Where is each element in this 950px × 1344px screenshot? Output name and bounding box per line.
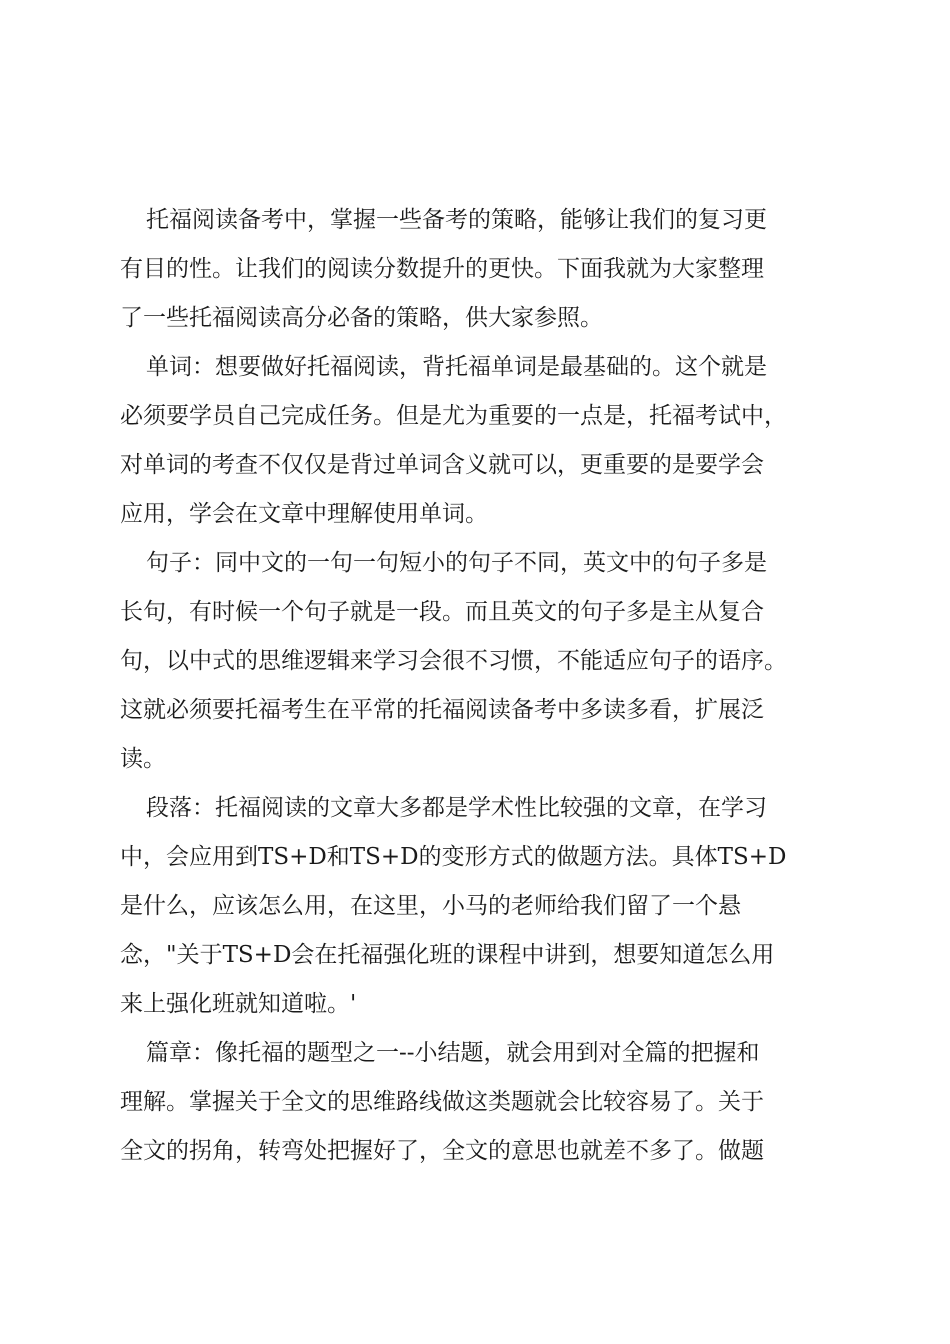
text-line: 这就必须要托福考生在平常的托福阅读备考中多读多看，扩展泛 <box>120 697 764 723</box>
text-line: 对单词的考查不仅仅是背过单词含义就可以，更重要的是要学会 <box>120 452 764 478</box>
document-body <box>120 196 840 1176</box>
paragraph-intro <box>120 196 840 343</box>
text-line: 应用，学会在文章中理解使用单词。 <box>120 501 488 527</box>
text-line: 来上强化班就知道啦。' <box>120 991 357 1017</box>
text-line: 段落：托福阅读的文章大多都是学术性比较强的文章，在学习 <box>146 795 767 821</box>
text-line: 理解。掌握关于全文的思维路线做这类题就会比较容易了。关于 <box>120 1089 764 1115</box>
text-line: 句，以中式的思维逻辑来学习会很不习惯，不能适应句子的语序。 <box>120 648 787 674</box>
paragraph-chapters <box>120 1029 840 1176</box>
text-line: 全文的拐角，转弯处把握好了，全文的意思也就差不多了。做题 <box>120 1138 764 1164</box>
text-line: 单词：想要做好托福阅读，背托福单词是最基础的。这个就是 <box>146 354 767 380</box>
text-line: 读。 <box>120 746 166 772</box>
text-line: 长句，有时候一个句子就是一段。而且英文的句子多是主从复合 <box>120 599 764 625</box>
text-line: 必须要学员自己完成任务。但是尤为重要的一点是，托福考试中， <box>120 403 787 429</box>
text-line: 了一些托福阅读高分必备的策略，供大家参照。 <box>120 305 603 331</box>
text-line: 句子：同中文的一句一句短小的句子不同，英文中的句子多是 <box>146 550 767 576</box>
text-line: 念，"关于TS+D会在托福强化班的课程中讲到，想要知道怎么用 <box>120 942 775 968</box>
text-line: 有目的性。让我们的阅读分数提升的更快。下面我就为大家整理 <box>120 256 764 282</box>
paragraph-passages <box>120 784 840 1029</box>
text-line: 托福阅读备考中，掌握一些备考的策略，能够让我们的复习更 <box>146 207 767 233</box>
text-line: 篇章：像托福的题型之一--小结题，就会用到对全篇的把握和 <box>146 1040 760 1066</box>
paragraph-vocabulary <box>120 343 840 539</box>
text-line: 是什么，应该怎么用，在这里，小马的老师给我们留了一个悬 <box>120 893 741 919</box>
text-line: 中，会应用到TS+D和TS+D的变形方式的做题方法。具体TS+D <box>120 844 787 870</box>
paragraph-sentences <box>120 539 840 784</box>
